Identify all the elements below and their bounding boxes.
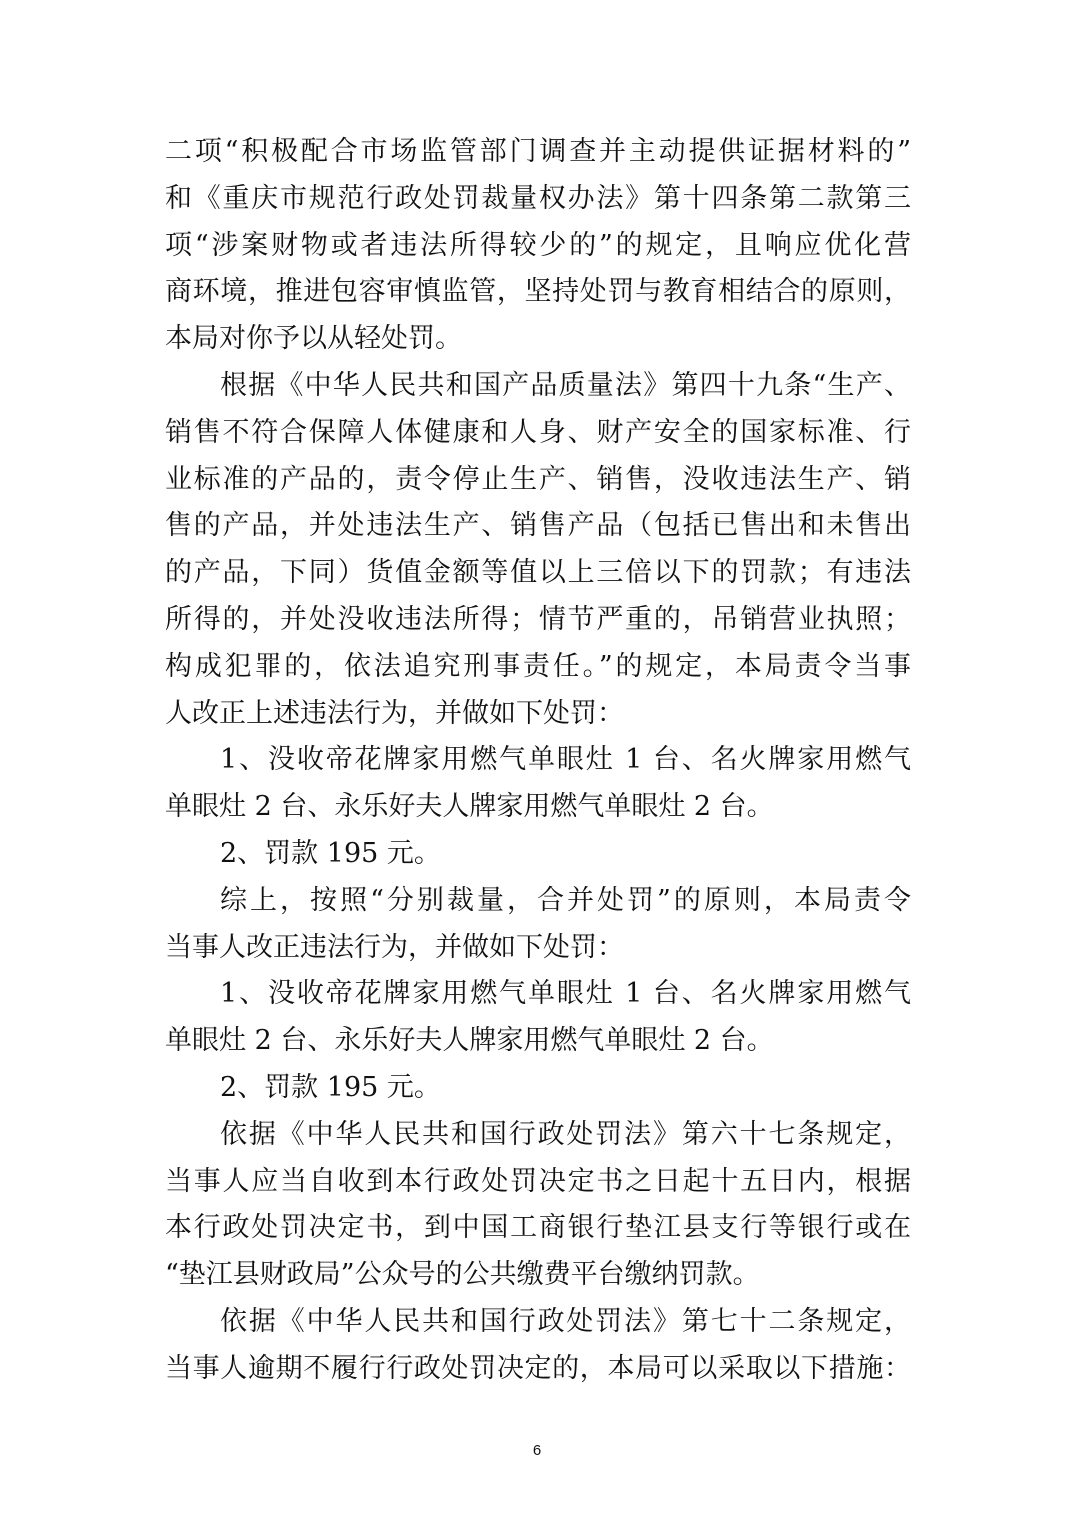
text-line: 项“涉案财物或者违法所得较少的”的规定，且响应优化营: [165, 229, 911, 261]
text-line: 二项“积极配合市场监管部门调查并主动提供证据材料的”: [165, 136, 911, 167]
text-line: 当事人应当自收到本行政处罚决定书之日起十五日内，根据: [165, 1165, 911, 1197]
text-line: 和《重庆市规范行政处罚裁量权办法》第十四条第二款第三: [165, 182, 911, 214]
text-line: 单眼灶 2 台、永乐好夫人牌家用燃气单眼灶 2 台。: [165, 791, 774, 823]
text-line: 构成犯罪的，依法追究刑事责任。”的规定，本局责令当事: [165, 650, 911, 682]
text-line: 商环境，推进包容审慎监管，坚持处罚与教育相结合的原则，: [165, 276, 911, 308]
text-line: 根据《中华人民共和国产品质量法》第四十九条“生产、: [220, 369, 911, 401]
paragraph-final-penalty-item-2: [165, 1065, 911, 1112]
paragraph-overdue-measures: [165, 1299, 911, 1393]
paragraph-mitigation-reason: [165, 129, 911, 363]
paragraph-penalty-item-1: [165, 737, 911, 831]
text-line: 销售不符合保障人体健康和人身、财产安全的国家标准、行: [165, 416, 911, 448]
text-line: 业标准的产品的，责令停止生产、销售，没收违法生产、销: [165, 463, 911, 495]
paragraph-payment-instructions: [165, 1112, 911, 1299]
text-line: 单眼灶 2 台、永乐好夫人牌家用燃气单眼灶 2 台。: [165, 1025, 774, 1057]
paragraph-penalty-item-2: [165, 831, 911, 878]
document-body: [165, 129, 911, 1393]
paragraph-summary: [165, 878, 911, 972]
text-line: 1、没收帝花牌家用燃气单眼灶 1 台、名火牌家用燃气: [220, 978, 911, 1010]
text-line: 售的产品，并处违法生产、销售产品（包括已售出和未售出: [165, 510, 911, 542]
text-line: 2、罚款 195 元。: [220, 1071, 441, 1103]
text-line: 的产品，下同）货值金额等值以上三倍以下的罚款；有违法: [165, 557, 911, 589]
text-line: 人改正上述违法行为，并做如下处罚：: [165, 697, 624, 729]
page-number: 6: [532, 1442, 542, 1459]
text-line: 2、罚款 195 元。: [220, 837, 441, 869]
paragraph-legal-basis: [165, 363, 911, 737]
text-line: 1、没收帝花牌家用燃气单眼灶 1 台、名火牌家用燃气: [220, 744, 911, 776]
text-line: 本行政处罚决定书，到中国工商银行垫江县支行等银行或在: [165, 1212, 911, 1244]
text-line: 当事人改正违法行为，并做如下处罚：: [165, 931, 624, 963]
text-line: “垫江县财政局”公众号的公共缴费平台缴纳罚款。: [165, 1259, 760, 1291]
text-line: 综上，按照“分别裁量，合并处罚”的原则，本局责令: [220, 884, 911, 916]
text-line: 依据《中华人民共和国行政处罚法》第七十二条规定，: [220, 1305, 911, 1337]
text-line: 本局对你予以从轻处罚。: [165, 323, 462, 355]
text-line: 依据《中华人民共和国行政处罚法》第六十七条规定，: [220, 1118, 911, 1150]
text-line: 当事人逾期不履行行政处罚决定的，本局可以采取以下措施：: [165, 1352, 911, 1384]
paragraph-final-penalty-item-1: [165, 971, 911, 1065]
text-line: 所得的，并处没收违法所得；情节严重的，吊销营业执照；: [165, 603, 911, 635]
